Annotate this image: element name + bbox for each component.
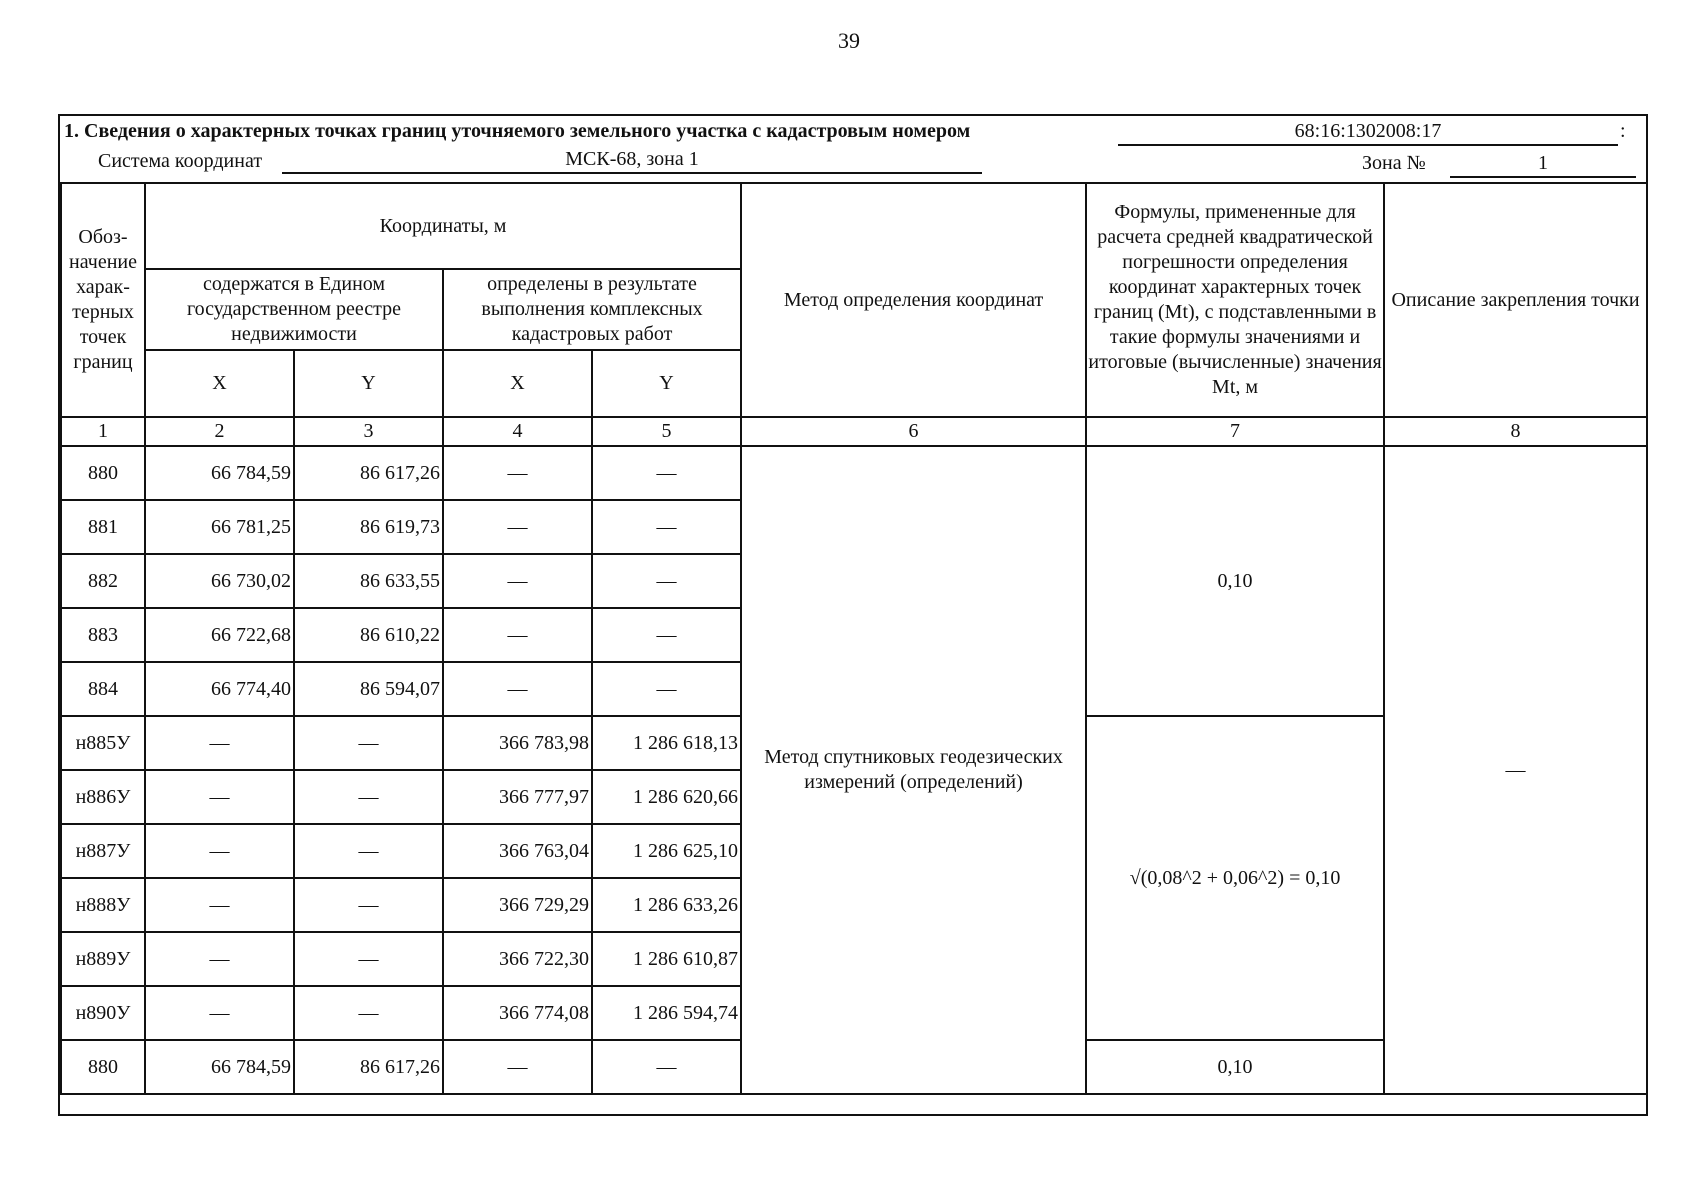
coord-system-field: МСК-68, зона 1 (282, 148, 982, 174)
coord-system-label: Система координат (98, 150, 263, 172)
survey-y: — (592, 662, 741, 716)
header-egrn: содержатся в Едином государственном реестре недвижимости (145, 269, 443, 350)
description-cell: — (1384, 446, 1647, 1094)
survey-x: — (443, 608, 592, 662)
survey-y: — (592, 608, 741, 662)
survey-x: 366 722,30 (443, 932, 592, 986)
survey-x: — (443, 1040, 592, 1094)
egrn-y: 86 633,55 (294, 554, 443, 608)
egrn-x: — (145, 932, 294, 986)
egrn-y: 86 617,26 (294, 1040, 443, 1094)
point-id: 882 (61, 554, 145, 608)
point-id: 881 (61, 500, 145, 554)
egrn-x: — (145, 986, 294, 1040)
point-id: н885У (61, 716, 145, 770)
survey-y: 1 286 618,13 (592, 716, 741, 770)
col-number: 8 (1384, 417, 1647, 446)
egrn-x: — (145, 878, 294, 932)
survey-y: — (592, 1040, 741, 1094)
survey-y: 1 286 625,10 (592, 824, 741, 878)
egrn-y: — (294, 932, 443, 986)
egrn-y: — (294, 878, 443, 932)
boundary-points-table (60, 182, 1648, 1095)
point-id: н890У (61, 986, 145, 1040)
header-method: Метод определения координат (741, 183, 1086, 417)
document-form (58, 114, 1648, 1116)
zone-field: 1 (1450, 152, 1636, 178)
survey-x: — (443, 446, 592, 500)
header-coordinates: Координаты, м (145, 183, 741, 269)
egrn-x: 66 784,59 (145, 1040, 294, 1094)
survey-y: 1 286 633,26 (592, 878, 741, 932)
egrn-x: — (145, 824, 294, 878)
mt-value-1: 0,10 (1086, 446, 1384, 716)
survey-y: 1 286 594,74 (592, 986, 741, 1040)
egrn-y: — (294, 824, 443, 878)
section-title: 1. Сведения о характерных точках границ уточняемого земельного участка с кадастровым номером (64, 120, 971, 142)
egrn-y: 86 594,07 (294, 662, 443, 716)
col-number: 2 (145, 417, 294, 446)
survey-x: 366 774,08 (443, 986, 592, 1040)
egrn-x: 66 781,25 (145, 500, 294, 554)
egrn-y: 86 619,73 (294, 500, 443, 554)
point-id: н888У (61, 878, 145, 932)
cadastral-number-field: 68:16:1302008:17 (1118, 120, 1618, 146)
egrn-x: 66 774,40 (145, 662, 294, 716)
egrn-y: — (294, 770, 443, 824)
header-x-egrn: X (145, 350, 294, 417)
col-number: 1 (61, 417, 145, 446)
point-id: 880 (61, 1040, 145, 1094)
egrn-y: — (294, 986, 443, 1040)
point-id: 880 (61, 446, 145, 500)
col-number: 3 (294, 417, 443, 446)
point-id: н886У (61, 770, 145, 824)
point-id: 883 (61, 608, 145, 662)
survey-x: 366 783,98 (443, 716, 592, 770)
header-colon: : (1620, 120, 1626, 142)
egrn-x: — (145, 770, 294, 824)
zone-label: Зона № (1362, 152, 1426, 174)
survey-x: 366 777,97 (443, 770, 592, 824)
egrn-x: — (145, 716, 294, 770)
egrn-x: 66 784,59 (145, 446, 294, 500)
survey-y: 1 286 620,66 (592, 770, 741, 824)
col-number: 6 (741, 417, 1086, 446)
survey-y: — (592, 500, 741, 554)
header-description: Описание закрепления точки (1384, 183, 1647, 417)
egrn-y: — (294, 716, 443, 770)
col-number: 7 (1086, 417, 1384, 446)
table-row (61, 446, 1647, 500)
survey-y: — (592, 446, 741, 500)
point-id: 884 (61, 662, 145, 716)
page-number: 39 (838, 28, 860, 53)
survey-x: — (443, 662, 592, 716)
header-survey: определены в результате выполнения комплексных кадастровых работ (443, 269, 741, 350)
mt-value-2: √(0,08^2 + 0,06^2) = 0,10 (1086, 716, 1384, 1040)
egrn-x: 66 730,02 (145, 554, 294, 608)
egrn-y: 86 617,26 (294, 446, 443, 500)
point-id: н889У (61, 932, 145, 986)
col-number: 5 (592, 417, 741, 446)
survey-x: 366 729,29 (443, 878, 592, 932)
header-designation: Обоз-начение харак-терных точек границ (61, 183, 145, 417)
header-formulas: Формулы, примененные для расчета средней квадратической погрешности определения координат характерных точек границ (Mt), с подставленными в такие формулы значениями и итоговые (вычисленные) значения Mt, м (1086, 183, 1384, 417)
egrn-y: 86 610,22 (294, 608, 443, 662)
egrn-x: 66 722,68 (145, 608, 294, 662)
survey-y: — (592, 554, 741, 608)
survey-x: — (443, 500, 592, 554)
method-cell: Метод спутниковых геодезических измерений (определений) (741, 446, 1086, 1094)
mt-value-3: 0,10 (1086, 1040, 1384, 1094)
form-header (60, 116, 1646, 182)
header-y-survey: Y (592, 350, 741, 417)
col-number: 4 (443, 417, 592, 446)
header-x-survey: X (443, 350, 592, 417)
survey-x: 366 763,04 (443, 824, 592, 878)
header-y-egrn: Y (294, 350, 443, 417)
survey-x: — (443, 554, 592, 608)
point-id: н887У (61, 824, 145, 878)
survey-y: 1 286 610,87 (592, 932, 741, 986)
